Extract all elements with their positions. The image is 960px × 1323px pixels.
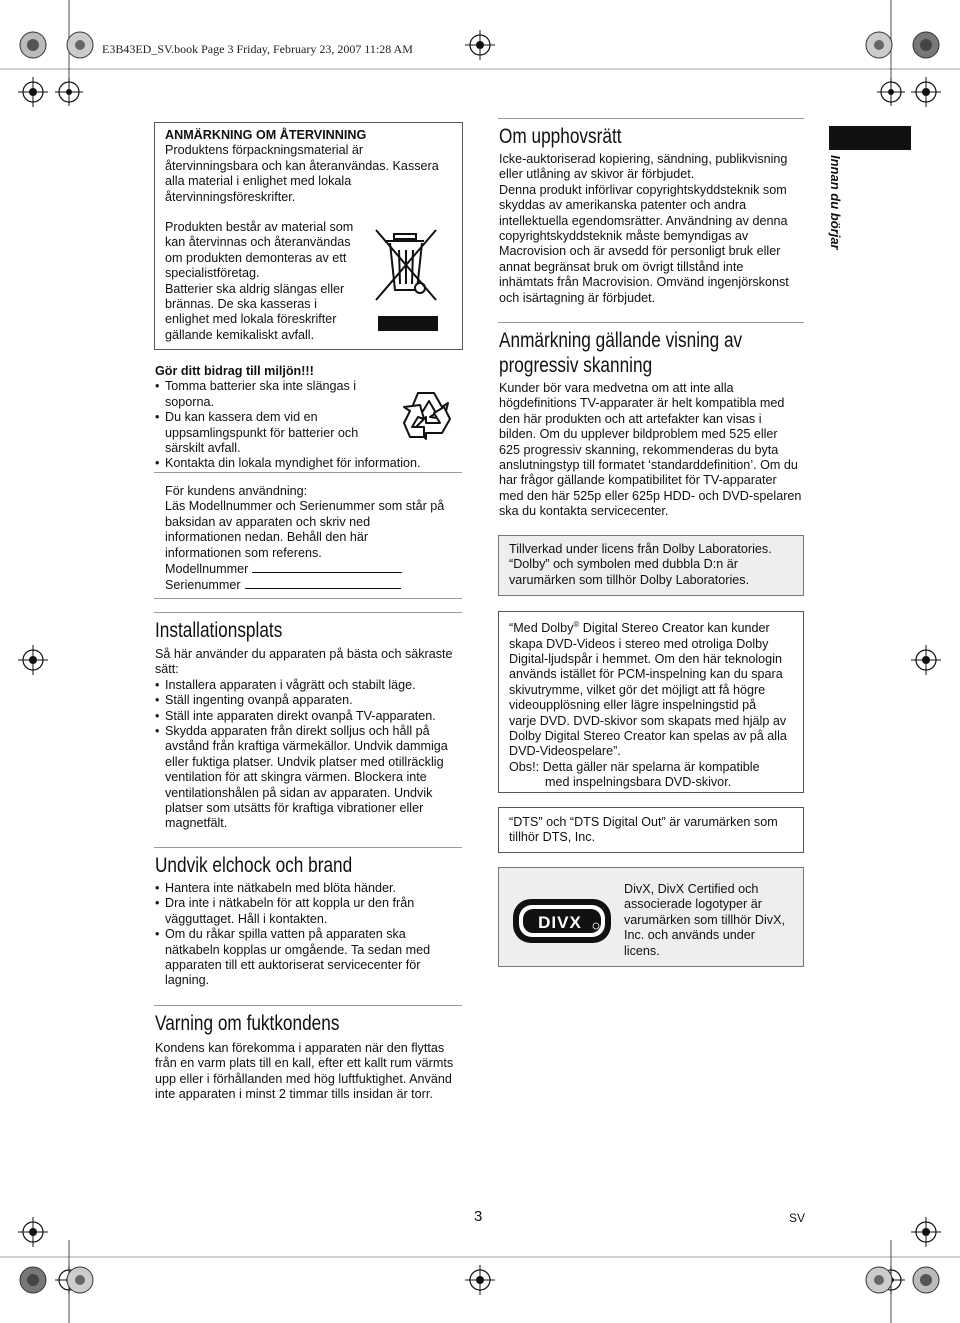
text-line: enlighet med lokala föreskrifter — [165, 312, 337, 327]
installation-title: Installationsplats — [155, 619, 283, 642]
text-line: baksidan av apparaten och skriv ned — [165, 514, 371, 529]
list-item: • Hantera inte nätkabeln med blöta händer. — [155, 881, 465, 896]
divider — [498, 322, 804, 323]
list-item: • Ställ inte apparaten direkt ovanpå TV-apparaten. — [155, 709, 465, 724]
shock-section — [155, 881, 465, 989]
divider — [154, 847, 462, 848]
divider — [154, 598, 462, 599]
serial-number-field[interactable]: Serienummer — [165, 577, 460, 593]
text-line: återvinningsbara och kan återanvändas. Kassera — [165, 158, 439, 173]
customer-notice — [165, 484, 460, 594]
text-line: Läs Modellnummer och Serienummer som står på — [165, 499, 445, 514]
list-item: • Installera apparaten i vågrätt och stabilt läge. — [155, 678, 465, 693]
list-item: • Tomma batterier ska inte slängas i soporna. — [155, 379, 460, 410]
dolby-license-text: Tillverkad under licens från Dolby Laboratories. “Dolby” och symbolen med dubbla D:n är varumärken som tillhör Dolby Laboratories. — [509, 542, 772, 587]
progressive-title: Anmärkning gällande visning av progressiv skanning — [499, 329, 743, 377]
list-item: • Ställ ingenting ovanpå apparaten. — [155, 693, 465, 708]
condensation-title: Varning om fuktkondens — [155, 1012, 340, 1035]
list-item: • Du kan kassera dem vid en uppsamlingspunkt för batterier och särskilt avfall. — [155, 410, 460, 456]
text-line: För kundens användning: — [165, 484, 308, 498]
list-item: • Om du råkar spilla vatten på apparaten ska nätkabeln kopplas ur omgående. Ta sedan med apparaten till ett auktoriserat servicecenter för lagning. — [155, 927, 465, 989]
section-tab-marker — [829, 126, 911, 150]
svg-text:DIVX: DIVX — [538, 913, 582, 932]
copyright-section: Icke-auktoriserad kopiering, sändning, publikvisning eller utlåning av skivor är förbjudet. Denna produkt införlivar copyrightskyddsteknik som skyddas av amerikanska patenter och andra intellektuella egendomsrätter. Användning av denna copyrightskyddsteknik måste bemyndigas av Macrovision och är avsedd för personligt bruk eller annat begränsat bruk om övrigt tillstånd inte inhämtats från Macrovision. Omvänd ingenjörskonst och isärtagning är förbjudet. — [499, 152, 789, 305]
condensation-section: Kondens kan förekomma i apparaten när den flyttas från en varm plats till en kall, efter ett kallt rum värmts upp eller i förhållanden med hög luftfuktighet. Använd inte apparaten i minst 2 timmar tills insidan är torr. — [155, 1041, 454, 1102]
progressive-section: Kunder bör vara medvetna om att inte alla högdefinitions TV-apparater är helt kompatibla med den här produkten och att artefakter kan visas i bilden. Om du upplever bildproblem med 525 eller 625 progressiv skanning, rekommenderas du byta anslutningstyp till formatet ‘standarddefinition’. Om du har frågor gällande kompatibilitet för TV-apparater med den här 525p eller 625p HDD- och DVD-spelaren ska du kontakta servicecenter. — [499, 381, 802, 519]
text-line: brännas. De ska kasseras i — [165, 297, 317, 312]
divider — [154, 472, 462, 473]
text-line: om produkten demonteras av ett — [165, 250, 347, 265]
page-number: 3 — [474, 1208, 483, 1225]
divx-text: DivX, DivX Certified och associerade logotyper är varumärken som tillhör DivX, Inc. och används under licens. — [624, 882, 785, 958]
list-item: • Kontakta din lokala myndighet för information. — [155, 456, 460, 471]
dts-text: “DTS” och “DTS Digital Out” är varumärken som tillhör DTS, Inc. — [509, 815, 778, 845]
text-line: Produktens förpackningsmaterial är — [165, 143, 364, 158]
language-code: SV — [789, 1211, 806, 1225]
shock-title: Undvik elchock och brand — [155, 854, 353, 877]
text-line: gällande kemikaliskt avfall. — [165, 327, 315, 342]
text-line: alla material i enlighet med lokala — [165, 174, 352, 189]
model-number-field[interactable]: Modellnummer — [165, 561, 460, 577]
copyright-title: Om upphovsrätt — [499, 125, 622, 148]
book-header: E3B43ED_SV.book Page 3 Friday, February 23, 2007 11:28 AM — [102, 42, 413, 56]
installation-section: Så här använder du apparaten på bästa och säkraste sätt: • Installera apparaten i vågrätt och stabilt läge. • Ställ ingenting ovanpå apparaten. • Ställ inte apparaten direkt ovanpå TV-apparaten. • Skydda apparaten från direkt solljus och håll på avstånd från kraftiga värmekällor. Undvik dammiga eller fuktiga platser. Undvik platser med otillräcklig ventilation för att skingra värmen. Blockera inte ventilationshålen på sidan av apparaten. Undvik platser som utsätts för kraftiga vibrationer eller magnetfält. — [155, 647, 465, 832]
text-line: återvinningsföreskrifter. — [165, 189, 296, 204]
text-line: Batterier ska aldrig slängas eller — [165, 281, 345, 296]
divx-logo — [512, 898, 612, 944]
divider — [498, 118, 804, 119]
dolby-creator-text: “Med Dolby® Digital Stereo Creator kan kunder skapa DVD-Videos i stereo med otroliga Dolby Digital-ljudspår i hemmet. Om den här teknologin används istället för PCM-inspelning kan du spara skivutrymme, vilket gör det möjligt att få högre videoupplösning eller lägre inspelningstid på varje DVD. DVD-skivor som skapats med hjälp av Dolby Digital Stereo Creator kan spelas av på alla DVD-Videospelare”. Obs!: Detta gäller när spelarna är kompatible med inspelningsbara DVD-skivor. — [509, 620, 787, 790]
recycle-icon — [396, 387, 456, 445]
list-item: • Skydda apparaten från direkt solljus och håll på avstånd från kraftiga värmekällor. Undvik dammiga eller fuktiga platser. Undvik platser med otillräcklig ventilation för att skingra värmen. Blockera inte ventilationshålen på sidan av apparaten. Undvik platser som utsätts för kraftiga vibrationer eller magnetfält. — [155, 724, 465, 832]
text-line: specialistföretag. — [165, 266, 260, 281]
list-item: • Dra inte i nätkabeln för att koppla ur den från vägguttaget. Håll i kontakten. — [155, 896, 465, 927]
text-line: informationen nedan. Behåll den här — [165, 530, 369, 545]
text-line: Produkten består av material som — [165, 220, 354, 235]
text-line: informationen som referens. — [165, 545, 322, 560]
environment-title: Gör ditt bidrag till miljön!!! — [155, 364, 314, 378]
section-tab-label: Innan du börjar — [828, 155, 843, 250]
crossed-out-bin-icon — [372, 224, 440, 334]
divider — [154, 612, 462, 613]
divider — [154, 1005, 462, 1006]
text-line: kan återvinnas och återanvändas — [165, 235, 351, 250]
recycling-title: ANMÄRKNING OM ÅTERVINNING — [165, 128, 367, 142]
